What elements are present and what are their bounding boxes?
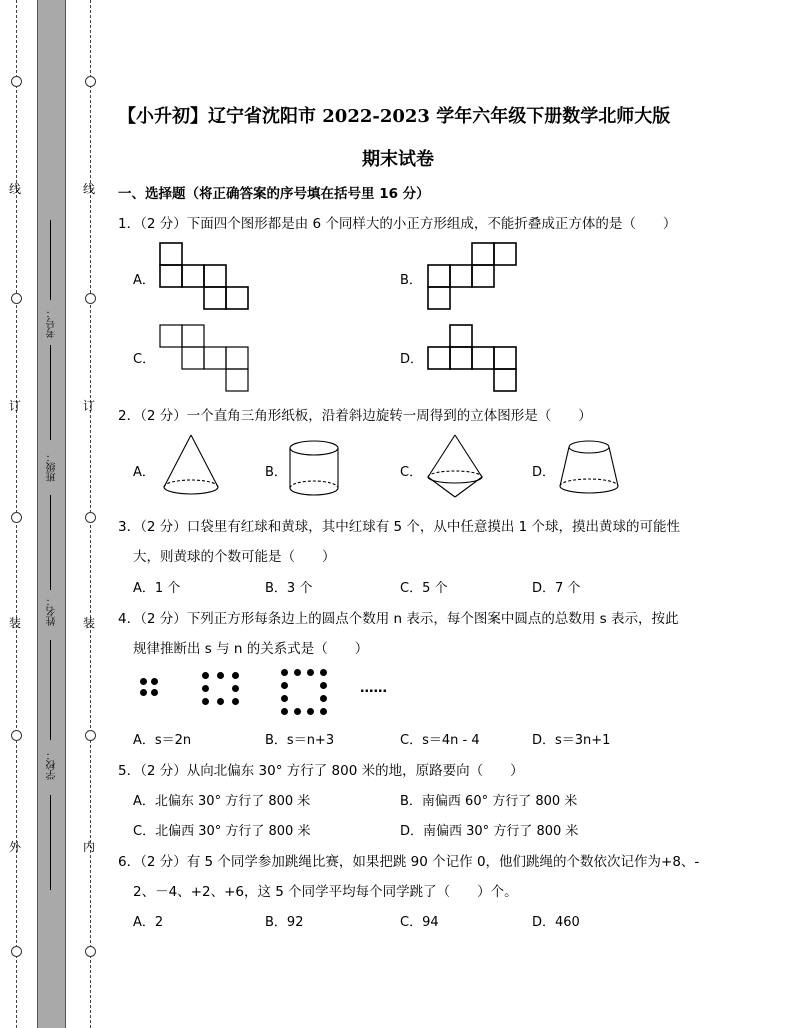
q4-option-a: A．s＝2n <box>133 733 192 748</box>
q6-option-b: B．92 <box>265 915 304 930</box>
margin-char: 装 <box>83 616 96 630</box>
q4-option-c: C．s＝4n - 4 <box>400 733 480 748</box>
q3-option-b: B．3 个 <box>265 581 313 596</box>
page-title: 【小升初】辽宁省沈阳市 2022-2023 学年六年级下册数学北师大版 <box>118 106 671 127</box>
field-label-name: 姓名： <box>47 596 58 626</box>
double-cone-figure-c <box>424 433 486 501</box>
q6-option-a: A．2 <box>133 915 164 930</box>
question-5-stem: 5．（2 分）从向北偏东 30° 方行了 800 米的地，原路要向（ ） <box>118 763 524 779</box>
q6-option-d: D．460 <box>532 915 580 930</box>
question-4-line1: 4．（2 分）下列正方形每条边上的圆点个数用 n 表示，每个图案中圆点的总数用 s 表示，按此 <box>118 611 679 627</box>
binding-hole <box>11 293 22 304</box>
q2-option-c-label: C． <box>400 465 423 480</box>
q1-option-b-label: B． <box>400 273 422 288</box>
pattern-2-dot <box>217 698 224 705</box>
pattern-3-dot <box>320 669 327 676</box>
pattern-ellipsis: …… <box>360 680 387 696</box>
q2-option-a-label: A． <box>133 465 155 480</box>
pattern-2-dot <box>232 698 239 705</box>
margin-char: 线 <box>9 182 22 196</box>
q5-option-a: A．北偏东 30° 方行了 800 米 <box>133 794 311 809</box>
net-figure-c <box>158 323 250 393</box>
pattern-1-dot <box>140 689 147 696</box>
q1-option-c-label: C． <box>133 352 156 367</box>
q5-option-b: B．南偏西 60° 方行了 800 米 <box>400 794 578 809</box>
q4-option-d: D．s＝3n+1 <box>532 733 611 748</box>
margin-char: 内 <box>83 840 96 854</box>
question-1-stem: 1．（2 分）下面四个图形都是由 6 个同样大的小正方形组成，不能折叠成正方体的是（ ） <box>118 216 677 232</box>
pattern-3-dot <box>281 669 288 676</box>
frustum-figure-d <box>556 438 622 500</box>
pattern-2-dot <box>202 698 209 705</box>
q6-option-c: C．94 <box>400 915 439 930</box>
field-line <box>50 795 51 890</box>
binding-hole <box>85 293 96 304</box>
pattern-3-dot <box>320 682 327 689</box>
section-heading: 一、选择题（将正确答案的序号填在括号里 16 分） <box>118 186 430 202</box>
pattern-3-dot <box>294 708 301 715</box>
question-6-line1: 6．（2 分）有 5 个同学参加跳绳比赛，如果把跳 90 个记作 0，他们跳绳的个数依次记作为+8、- <box>118 854 700 870</box>
question-4-line2: 规律推断出 s 与 n 的关系式是（ ） <box>133 641 369 657</box>
pattern-3-dot <box>320 708 327 715</box>
pattern-2-dot <box>217 672 224 679</box>
q3-option-c: C．5 个 <box>400 581 448 596</box>
pattern-1-dot <box>151 689 158 696</box>
q5-option-d: D．南偏西 30° 方行了 800 米 <box>400 824 579 839</box>
field-label-school: 学校： <box>47 750 58 780</box>
binding-hole <box>11 946 22 957</box>
field-line <box>50 345 51 440</box>
binding-hole <box>11 730 22 741</box>
page-title-line2: 期末试卷 <box>362 149 434 170</box>
net-figure-d <box>426 323 518 393</box>
pattern-3-dot <box>281 682 288 689</box>
cone-figure-a <box>160 433 222 499</box>
binding-hole <box>11 512 22 523</box>
pattern-1-dot <box>151 678 158 685</box>
question-3-line2: 大，则黄球的个数可能是（ ） <box>133 549 336 565</box>
pattern-1-dot <box>140 678 147 685</box>
field-line <box>50 220 51 300</box>
pattern-3-dot <box>320 695 327 702</box>
pattern-2-dot <box>232 685 239 692</box>
q3-option-a: A．1 个 <box>133 581 181 596</box>
pattern-2-dot <box>202 672 209 679</box>
pattern-3-dot <box>281 708 288 715</box>
margin-char: 订 <box>9 399 22 413</box>
q2-option-b-label: B． <box>265 465 287 480</box>
net-figure-a <box>158 241 250 311</box>
margin-char: 装 <box>9 616 22 630</box>
question-2-stem: 2．（2 分）一个直角三角形纸板，沿着斜边旋转一周得到的立体图形是（ ） <box>118 408 592 424</box>
binding-hole <box>11 76 22 87</box>
binding-hole <box>85 512 96 523</box>
pattern-3-dot <box>294 669 301 676</box>
q1-option-d-label: D． <box>400 352 424 367</box>
q3-option-d: D．7 个 <box>532 581 581 596</box>
field-line <box>50 640 51 740</box>
field-label-exam-number: 考号： <box>47 308 58 338</box>
cylinder-figure-b <box>286 438 342 500</box>
margin-char: 外 <box>9 840 22 854</box>
field-line <box>50 495 51 590</box>
binding-hole <box>85 730 96 741</box>
q4-option-b: B．s＝n+3 <box>265 733 335 748</box>
net-figure-b <box>426 241 518 311</box>
binding-hole <box>85 946 96 957</box>
question-3-line1: 3．（2 分）口袋里有红球和黄球，其中红球有 5 个，从中任意摸出 1 个球，摸出黄球的可能性 <box>118 519 681 535</box>
q1-option-a-label: A． <box>133 273 155 288</box>
margin-char: 订 <box>83 399 96 413</box>
margin-char: 线 <box>83 182 96 196</box>
q5-option-c: C．北偏西 30° 方行了 800 米 <box>133 824 311 839</box>
binding-strip <box>37 0 66 1028</box>
q2-option-d-label: D． <box>532 465 556 480</box>
pattern-3-dot <box>307 669 314 676</box>
binding-hole <box>85 76 96 87</box>
pattern-2-dot <box>232 672 239 679</box>
question-6-line2: 2、－4、+2、+6，这 5 个同学平均每个同学跳了（ ）个。 <box>133 884 518 900</box>
pattern-3-dot <box>281 695 288 702</box>
pattern-2-dot <box>202 685 209 692</box>
field-label-class: 班级： <box>47 452 58 482</box>
pattern-3-dot <box>307 708 314 715</box>
